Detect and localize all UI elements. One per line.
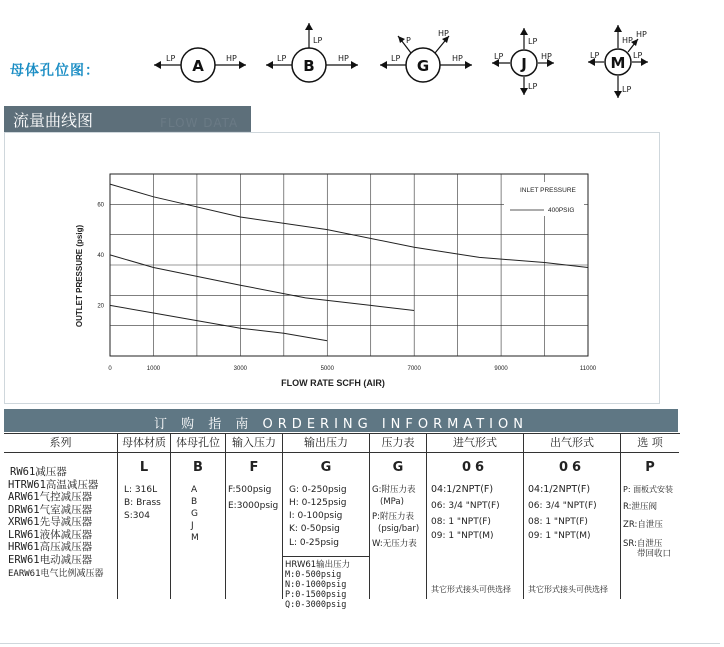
outlet-item: 08: 1 "NPT(F) [528,517,588,527]
port-item: J [191,521,194,531]
port-diagram-g [376,22,486,97]
y-tick-label: 20 [97,303,104,310]
chart-ylabel: OUTLET PRESSURE (psig) [75,224,84,328]
inlet-note: 其它形式接头可供选择 [431,585,511,594]
col-inlet [427,434,524,599]
outpress-code: G [320,460,332,475]
outpress-item: K: 0-50psig [289,524,340,534]
y-tick-label: 60 [97,202,104,209]
series-item: LRW61液体减压器 [8,529,93,541]
col-head: 体母孔位 [171,434,225,453]
port-letter: J [521,55,527,73]
col-head: 输入压力 [226,434,282,453]
outlet-code: 06 [558,460,586,475]
x-tick-label: 11000 [579,366,597,372]
inpress-code: F [249,460,259,475]
col-head: 选 项 [621,434,679,453]
flow-title-en: FLOW DATA [160,116,239,130]
col-input-pressure [226,434,283,599]
ports-title: 母体孔位图： [10,63,100,79]
col-options [621,434,679,599]
inlet-code: 06 [461,460,489,475]
series-item: ARW61气控减压器 [8,491,93,503]
legend-entry: 400PSIG [548,207,575,214]
port-label: P [406,36,411,45]
options-item: R:泄压阀 [623,502,658,512]
series-line-curve-20 [110,305,327,340]
outpress-item: I: 0-100psig [289,511,343,521]
col-gauge [370,434,427,599]
gauge-item: W:无压力表 [372,539,417,549]
outpress-item: L: 0-25psig [289,538,339,548]
page-bottom-rule [0,643,720,644]
series-item: HTRW61高温减压器 [8,479,99,491]
port-label: LP [391,54,401,63]
outpress-divider [283,556,369,557]
flow-chart [60,160,660,400]
port-letter: A [192,57,204,75]
port-label: LP [277,54,287,63]
port-diagram-b [262,20,372,95]
x-tick-label: 9000 [494,366,508,372]
outpress-item: G: 0-250psig [289,485,347,495]
port-label: HP [438,29,449,38]
port-label: HP [622,36,633,45]
options-code: P [645,460,655,475]
outpress-sub-item: N:0-1000psig [285,580,347,590]
port-diagram-m [584,22,664,100]
gauge-item: G:附压力表 [372,485,416,495]
ordering-title: 订 购 指 南 ORDERING INFORMATION [154,417,528,432]
outpress-sub-item: M:0-500psig [285,570,342,580]
inlet-item: 04:1/2NPT(F) [431,484,494,495]
col-head: 母体材质 [118,434,170,453]
inpress-item: E:3000psig [228,501,279,511]
options-item: P: 面板式安装 [623,485,674,494]
port-diagram-a [150,35,260,95]
port-letter: M [610,54,626,72]
port-label: HP [452,54,463,63]
port-item: A [191,485,198,495]
legend-title: INLET PRESSURE [520,187,576,194]
material-item: L: 316L [124,485,158,495]
col-port [171,434,226,599]
options-item: ZR:自泄压 [623,520,663,530]
port-label: HP [338,54,349,63]
port-item: G [191,509,198,519]
x-tick-label: 7000 [407,366,421,372]
port-code: B [193,460,203,475]
port-letter: G [416,57,430,75]
series-item: DRW61气室减压器 [8,504,93,516]
port-item: M [191,533,199,543]
port-diagram-j [488,25,568,97]
col-head: 出气形式 [524,434,620,453]
options-item: SR:自泄压 [623,539,663,549]
port-label: HP [541,52,552,61]
x-tick-label: 1000 [146,366,161,372]
series-item: ERW61电动减压器 [8,554,93,566]
y-tick-label: 40 [97,252,104,259]
x-tick-label: 0 [108,366,112,372]
material-item: B: Brass [124,498,161,508]
inlet-item: 08: 1 "NPT(F) [431,517,491,527]
gauge-item: (psig/bar) [378,524,420,534]
inlet-item: 06: 3/4 "NPT(F) [431,501,500,511]
col-material [118,434,171,599]
port-label: LP [590,51,600,60]
port-label: LP [313,36,323,45]
material-code: L [139,460,149,475]
col-outlet [524,434,621,599]
port-label: LP [528,37,538,46]
gauge-item: P:附压力表 [372,512,414,522]
outpress-sub-title: HRW61输出压力 [285,560,351,570]
gauge-code: G [392,460,404,475]
col-head: 压力表 [370,434,426,453]
series-item: EARW61电气比例减压器 [8,569,104,579]
port-label: LP [166,54,176,63]
outpress-sub-item: Q:0-3000psig [285,600,347,610]
flow-title-cn: 流量曲线图 [13,111,94,130]
inpress-item: F:500psig [228,485,272,495]
series-item: HRW61高压减压器 [8,541,93,553]
outlet-item: 04:1/2NPT(F) [528,484,591,495]
outpress-sub-item: P:0-1500psig [285,590,347,600]
port-label: LP [494,52,504,61]
options-item: 带回收口 [637,549,672,559]
chart-xlabel: FLOW RATE SCFH (AIR) [281,378,385,388]
gauge-item: (MPa) [380,497,404,507]
col-head: 输出压力 [283,434,369,453]
col-output-pressure [283,434,370,610]
col-head: 系列 [4,434,117,453]
outpress-item: H: 0-125psig [289,498,347,508]
material-item: S:304 [124,511,150,521]
port-item: B [191,497,198,507]
x-tick-label: 5000 [320,366,334,372]
port-label: LP [633,51,643,60]
series-item: RW61减压器 [10,466,67,478]
port-label: HP [226,54,237,63]
outlet-item: 06: 3/4 "NPT(F) [528,501,597,511]
outlet-note: 其它形式接头可供选择 [528,585,608,594]
series-item: XRW61先导减压器 [8,516,93,528]
ordering-table [4,433,680,624]
port-label: LP [622,85,632,94]
port-label: LP [528,82,538,91]
port-label: HP [636,30,647,39]
port-letter: B [303,57,315,75]
col-series [4,434,118,599]
inlet-item: 09: 1 "NPT(M) [431,531,494,541]
col-head: 进气形式 [427,434,523,453]
outlet-item: 09: 1 "NPT(M) [528,531,591,541]
series-line-curve-40 [110,255,414,311]
x-tick-label: 3000 [233,366,248,372]
